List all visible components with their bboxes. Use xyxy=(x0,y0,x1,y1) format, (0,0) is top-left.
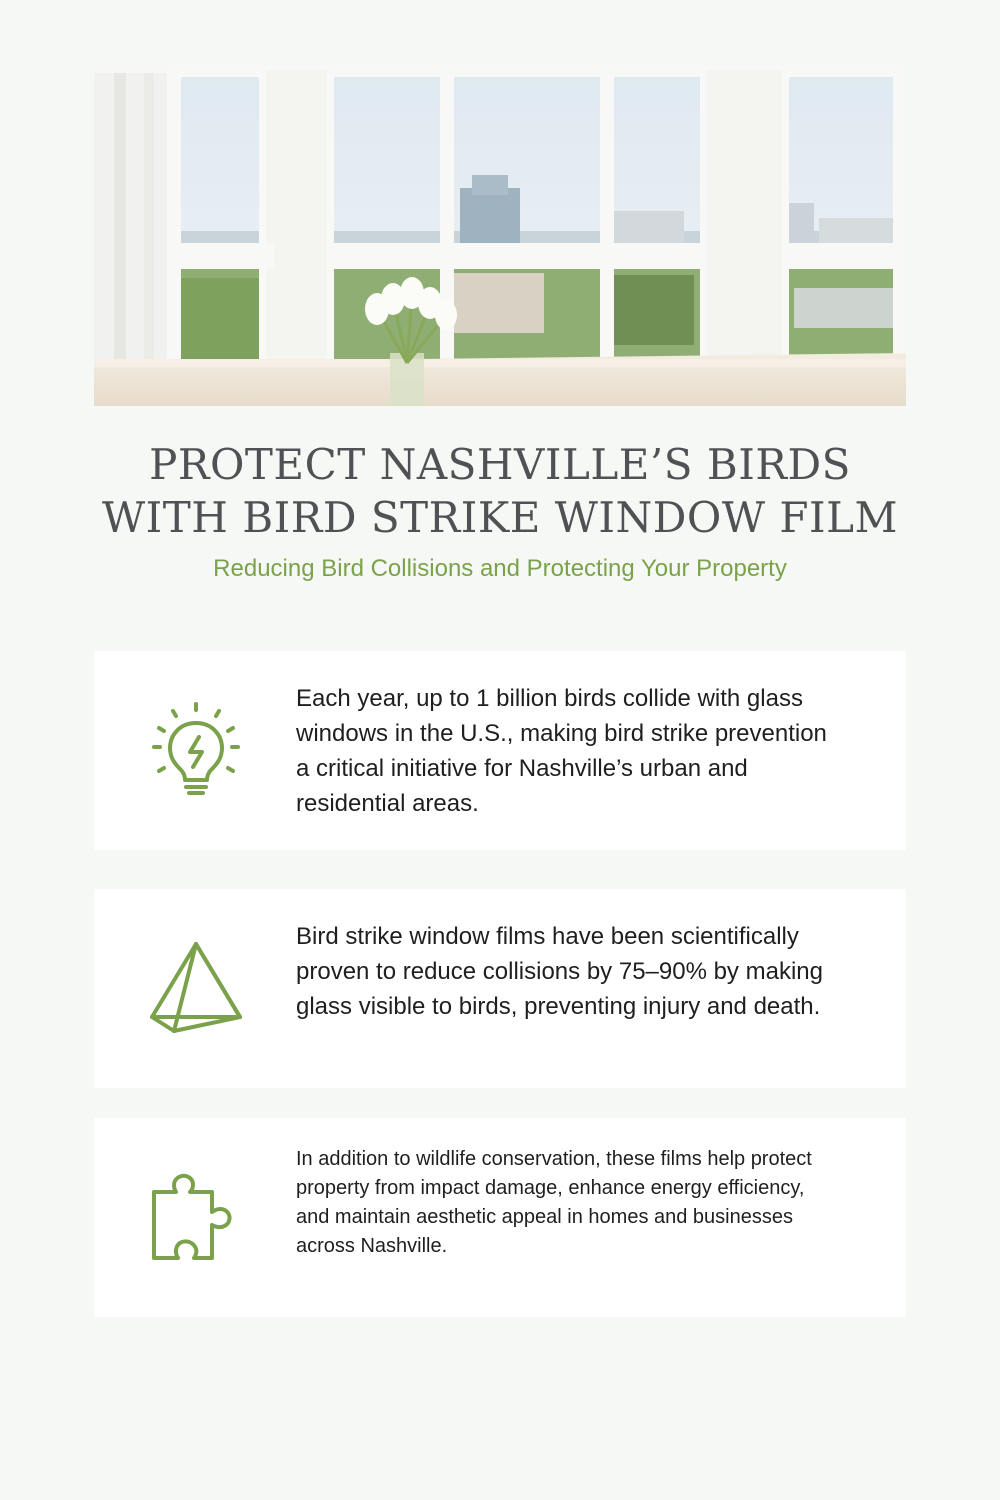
lightbulb-icon xyxy=(146,701,246,801)
pyramid-icon xyxy=(146,939,246,1039)
puzzle-piece-icon xyxy=(146,1168,246,1268)
hero-photo xyxy=(94,63,906,406)
info-card-effectiveness xyxy=(94,889,906,1088)
page-title-line-1: PROTECT NASHVILLE’S BIRDS xyxy=(149,440,851,489)
page-title xyxy=(40,438,960,544)
info-card-benefits xyxy=(94,1118,906,1317)
page-title-line-2: WITH BIRD STRIKE WINDOW FILM xyxy=(101,493,898,542)
info-card-text: In addition to wildlife conservation, these films help protect property from impact damage, enhance energy efficiency, and maintain aesthetic appeal in homes and businesses across Nashville. xyxy=(296,1148,812,1257)
info-card-text: Bird strike window films have been scientifically proven to reduce collisions by 75–90% by making glass visible to birds, preventing injury and death. xyxy=(296,923,823,1020)
page-subtitle: Reducing Bird Collisions and Protecting Your Property xyxy=(213,555,787,582)
info-card-collisions xyxy=(94,651,906,850)
info-card-text: Each year, up to 1 billion birds collide with glass windows in the U.S., making bird strike prevention a critical initiative for Nashville’s urban and residential areas. xyxy=(296,685,827,817)
